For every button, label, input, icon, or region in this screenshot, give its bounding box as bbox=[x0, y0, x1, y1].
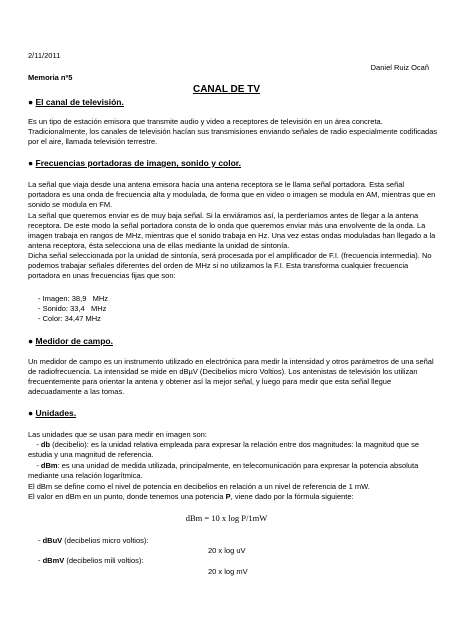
section-heading-canal bbox=[28, 97, 124, 107]
section-heading-label: Medidor de campo. bbox=[35, 336, 113, 346]
section-heading-label: Frecuencias portadoras de imagen, sonido y color. bbox=[35, 158, 241, 168]
section-heading-medidor bbox=[28, 336, 113, 346]
dbuv-formula: 20 x log uV bbox=[208, 546, 246, 555]
bullet-icon: ● bbox=[28, 336, 34, 346]
paragraph: La señal que viaja desde una antena emisora hacia una antena receptora se le llama señal portadora. Esta señal portadora es una onda de frecuencia alta y modulada, de forma que en video o imagen se modula en AM, mientras que en sonido se modula en FM. bbox=[28, 180, 436, 209]
author-name: Daniel Ruiz Ocañ bbox=[370, 63, 429, 72]
paragraph: Es un tipo de estación emisora que transmite audio y video a receptores de televisión en un área concreta. Tradicionalmente, los canales de televisión hacían sus transmisiones enviando señales de radio especialmente codificadas por el aire, llamada televisión terrestre. bbox=[28, 117, 438, 146]
term: dBmV bbox=[42, 556, 65, 565]
paragraph: El dBm se define como el nivel de potencia en decibelios en relación a un nivel de referencia de 1 mW. bbox=[28, 482, 370, 491]
section-heading-frecuencias bbox=[28, 158, 241, 168]
paragraph: Dicha señal seleccionada por la unidad de sintonía, será procesada por el amplificador de F.I. (frecuencia intermedia). No podemos trabajar señales diferentes del orden de MHz si no utilizamos la F.I. Esta transforma cualquier frecuencia portadora en unas frecuencias fijas que son: bbox=[28, 251, 432, 280]
paragraph: El valor en dBm en un punto, donde tenemos una potencia P, viene dado por la fórmula siguiente: bbox=[28, 492, 354, 501]
term: db bbox=[40, 440, 51, 449]
bullet-icon: ● bbox=[28, 408, 34, 418]
document-title: CANAL DE TV bbox=[192, 84, 261, 95]
dbmv-formula: 20 x log mV bbox=[208, 567, 248, 576]
dbm-definition: - dBm: es una unidad de medida utilizada, principalmente, en telecomunicación para expresar la potencia absoluta mediante una relación logarítmica. bbox=[28, 461, 419, 480]
list-item: - Sonido: 33,4 MHz bbox=[38, 304, 107, 313]
bullet-icon: ● bbox=[28, 97, 34, 107]
paragraph: La señal que queremos enviar es de muy baja señal. Si la enviáramos así, la perderíamos antes de llegar a la antena receptora. De este modo la señal portadora consta de lo onda que queremos enviar más una envolvente de la onda. La imagen trabaja en rangos de MHz, mientras que el sonido trabaja en Hz. Una vez estas ondas moduladas han llegado a la antena receptora, ésta selecciona una de ellas mediante la unidad de sintonía. bbox=[28, 211, 436, 250]
section-heading-label: Unidades. bbox=[35, 408, 77, 418]
dbmv-label: - dBmV (decibelios mili voltios): bbox=[38, 556, 144, 565]
dbuv-label: - dBuV (decibelios micro voltios): bbox=[38, 536, 149, 545]
db-definition: - db (decibelio): es la unidad relativa empleada para expresar la relación entre dos magnitudes: la magnitud que se estudia y una magnitud de referencia. bbox=[28, 440, 420, 459]
frequency-list bbox=[38, 294, 108, 324]
paragraph: Las unidades que se usan para medir en imagen son: bbox=[28, 430, 207, 439]
memo-number: Memoria nº5 bbox=[28, 73, 73, 82]
term: dBm bbox=[40, 461, 58, 470]
document-date: 2/11/2011 bbox=[28, 51, 61, 60]
list-item: - Color: 34,47 MHz bbox=[38, 314, 101, 323]
list-item: - Imagen: 38,9 MHz bbox=[38, 294, 109, 303]
term: dBuV bbox=[42, 536, 63, 545]
paragraph: Un medidor de campo es un instrumento utilizado en electrónica para medir la intensidad y otros parámetros de una señal de radiofrecuencia. La intensidad se mide en dBµV (Decibelios micro Voltios). Los antenistas de televisión los utilizan frecuentemente para orientar la antena y obtener así la mejor señal, y luego para medir que esta señal llegue adecuadamente a las tomas. bbox=[28, 357, 434, 396]
section-heading-unidades bbox=[28, 408, 76, 418]
dbm-formula: dBm = 10 x log P/1mW bbox=[185, 513, 268, 523]
bullet-icon: ● bbox=[28, 158, 34, 168]
section-heading-label: El canal de televisión. bbox=[35, 97, 124, 107]
